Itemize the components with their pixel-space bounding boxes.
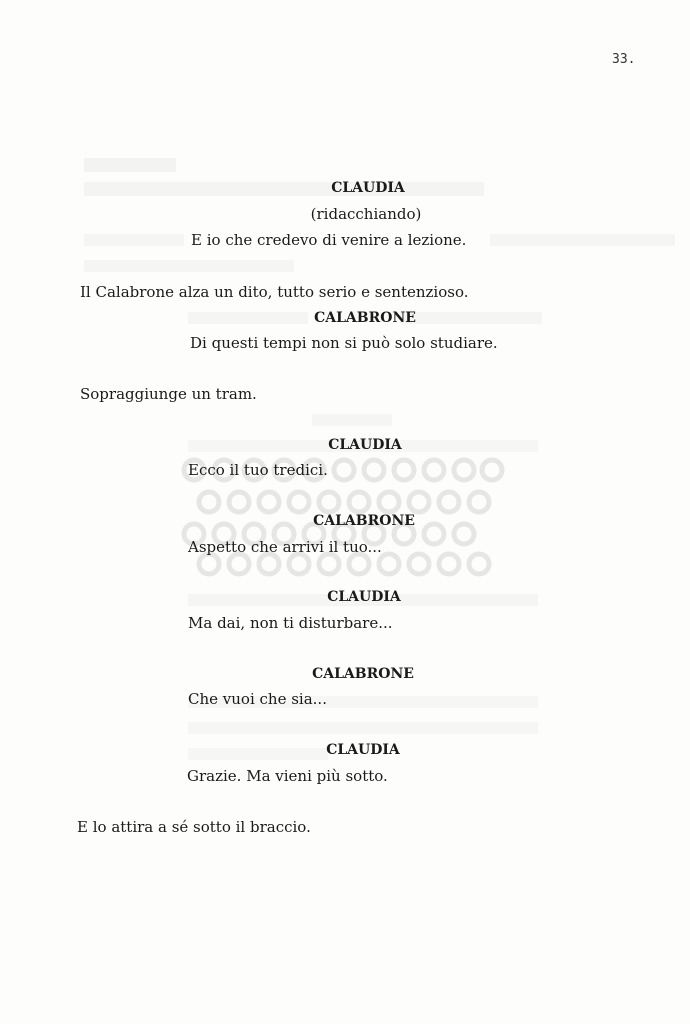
dialogue-line: Di questi tempi non si può solo studiare.: [190, 334, 498, 352]
dialogue-line: Ma dai, non ti disturbare...: [188, 614, 393, 632]
character-name: CLAUDIA: [328, 437, 402, 453]
action-line: E lo attira a sé sotto il braccio.: [77, 818, 311, 836]
action-line: Sopraggiunge un tram.: [80, 385, 257, 403]
parenthetical: (ridacchiando): [310, 205, 422, 223]
character-name: CALABRONE: [314, 310, 416, 326]
dialogue-line: Ecco il tuo tredici.: [188, 461, 328, 479]
dialogue-line: Grazie. Ma vieni più sotto.: [187, 767, 388, 785]
character-name: CALABRONE: [313, 513, 415, 529]
dialogue-line: Aspetto che arrivi il tuo...: [188, 538, 382, 556]
page-number: 33.: [612, 52, 636, 67]
dialogue-line: E io che credevo di venire a lezione.: [191, 231, 467, 249]
action-line: Il Calabrone alza un dito, tutto serio e sentenzioso.: [80, 283, 469, 301]
character-name: CLAUDIA: [326, 742, 400, 758]
character-name: CLAUDIA: [331, 180, 405, 196]
character-name: CLAUDIA: [327, 589, 401, 605]
character-name: CALABRONE: [312, 666, 414, 682]
dialogue-line: Che vuoi che sia...: [188, 690, 327, 708]
